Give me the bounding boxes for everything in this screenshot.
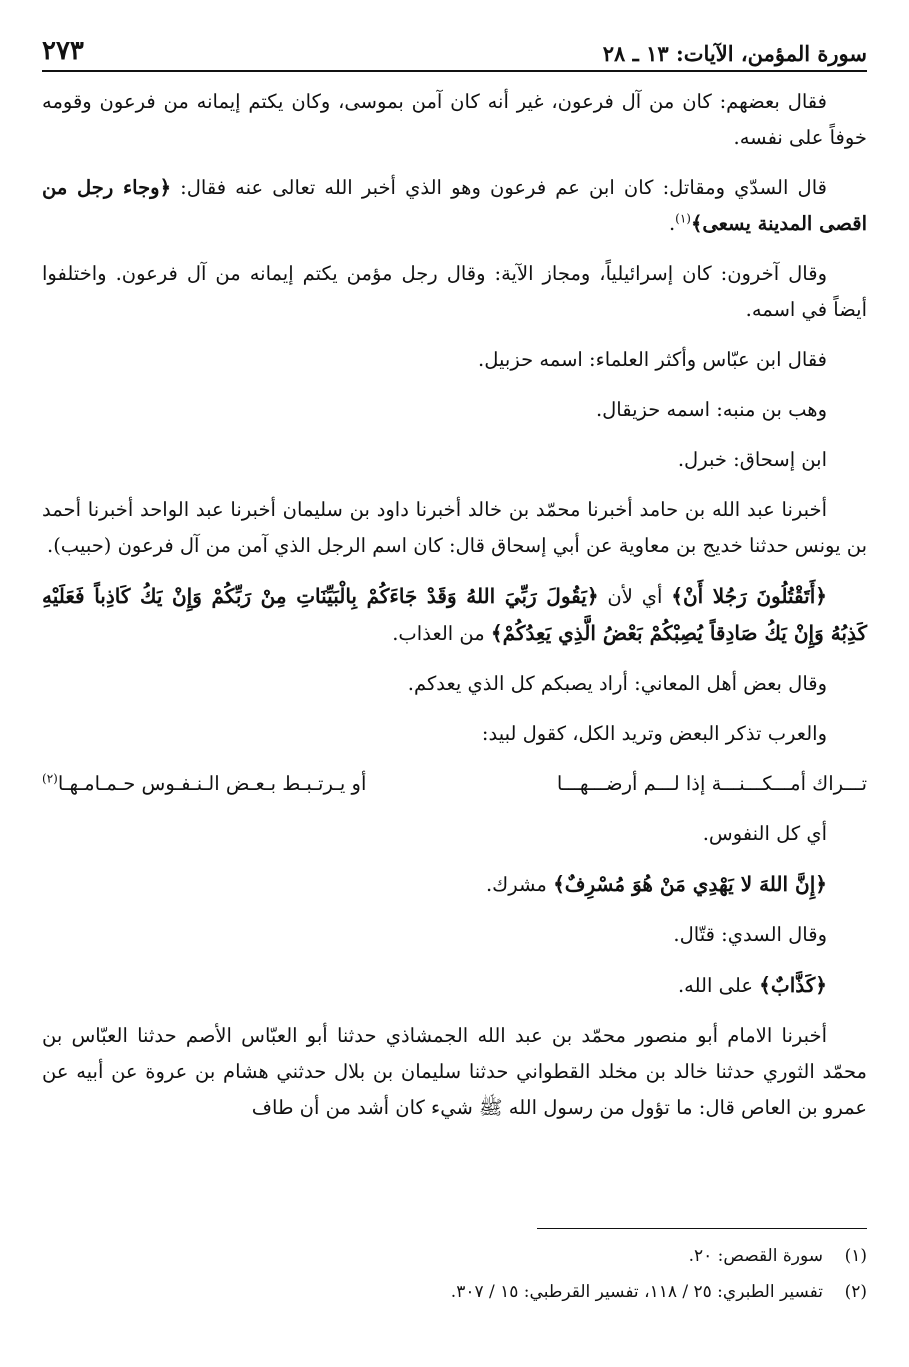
main-text [42, 84, 867, 1140]
header-rule [42, 70, 867, 72]
punctuation: . [668, 212, 676, 235]
quran-quote: ﴿كَذَّابٌ﴾ [759, 973, 827, 997]
paragraph [42, 578, 867, 652]
footnote [42, 1238, 867, 1274]
paragraph: فقال ابن عبّاس وأكثر العلماء: اسمه حزبيل. [478, 348, 827, 371]
footnote-number: (٢) [844, 1282, 867, 1302]
quran-quote: ﴿أَتَقْتُلُونَ رَجُلا أَنْ﴾ [671, 584, 827, 608]
paragraph-text: أي لأن [607, 585, 663, 608]
paragraph [42, 967, 867, 1004]
paragraph: أخبرنا عبد الله بن حامد أخبرنا محمّد بن خالد أخبرنا داود بن سليمان أخبرنا عبد الواحد أخبرنا أحمد بن يونس حدثنا خديج بن معاوية عن أبي إسحاق قال: كان اسم الرجل الذي آمن من آل فرعون (حبيب). [42, 498, 867, 557]
paragraph: وقال بعض أهل المعاني: أراد يصبكم كل الذي يعدكم. [407, 672, 827, 695]
paragraph: وقال السدي: قتّال. [673, 923, 827, 946]
paragraph: أي كل النفوس. [702, 822, 827, 845]
quran-quote: ﴿وجاء رجل من اقصى المدينة يسعى﴾ [42, 176, 867, 235]
paragraph: ابن إسحاق: خبرل. [677, 448, 827, 471]
quran-quote: ﴿يَقُولَ رَبِّيَ اللهُ وَقَدْ جَاءَكُمْ بِالْبَيِّنَاتِ مِنْ رَبِّكُمْ وَإِنْ يَكُ كَاذِباً فَعَلَيْهِ كَذِبُهُ وَإِنْ يَكُ صَادِقاً يُصِبْكُمْ بَعْضُ الَّذِي يَعِدُكُمْ﴾ [42, 584, 867, 645]
footnote-text: تفسير الطبري: ٢٥ / ١١٨، تفسير القرطبي: ١٥ / ٣٠٧. [450, 1282, 823, 1302]
poetry-verse [42, 766, 867, 802]
verse-hemistich-second [42, 766, 366, 802]
verse-text: أو يـرتـبـط بـعـض الـنـفـوس حـمـامـهـا [57, 772, 367, 795]
paragraph-text: قال السدّي ومقاتل: كان ابن عم فرعون وهو الذي أخبر الله تعالى عنه فقال: [180, 176, 827, 199]
paragraph-text: من العذاب. [392, 622, 485, 645]
paragraph [42, 170, 867, 242]
footnote-rule [537, 1228, 867, 1229]
footnote-ref: (٢) [42, 771, 58, 786]
running-head [42, 22, 867, 66]
footnotes [42, 1238, 867, 1310]
page-number: ٢٧٣ [42, 36, 84, 66]
footnote-number: (١) [844, 1246, 867, 1266]
footnote-ref: (١) [675, 211, 691, 226]
paragraph-text: على الله. [677, 974, 753, 997]
paragraph-text: مشرك. [485, 873, 547, 896]
footnote [42, 1274, 867, 1310]
footnote-text: سورة القصص: ٢٠. [688, 1246, 823, 1266]
paragraph: والعرب تذكر البعض وتريد الكل، كقول لبيد: [481, 722, 827, 745]
paragraph: وقال آخرون: كان إسرائيلياً، ومجاز الآية: وقال رجل مؤمن يكتم إيمانه من آل فرعون. واختلفوا أيضاً في اسمه. [42, 262, 867, 321]
running-title: سورة المؤمن، الآيات: ١٣ ـ ٢٨ [602, 41, 867, 66]
quran-quote: ﴿إِنَّ اللهَ لا يَهْدِي مَنْ هُوَ مُسْرِفٌ﴾ [553, 872, 827, 896]
verse-hemistich-first: تـــراك أمـــكـــنـــة إذا لـــم أرضـــهـــا [556, 772, 867, 795]
paragraph [42, 866, 867, 903]
paragraph: أخبرنا الامام أبو منصور محمّد بن عبد الله الجمشاذي حدثنا أبو العبّاس الأصم حدثنا العبّاس بن محمّد الثوري حدثنا خالد بن مخلد القطواني حدثنا سليمان بن بلال حدثني هشام بن عروة عن أبيه عن عمرو بن العاص قال: ما تؤول من رسول الله ﷺ شيء كان أشد من أن طاف [42, 1024, 867, 1119]
paragraph: وهب بن منبه: اسمه حزيقال. [595, 398, 827, 421]
paragraph: فقال بعضهم: كان من آل فرعون، غير أنه كان آمن بموسى، وكان يكتم إيمانه من فرعون وقومه خوفاً على نفسه. [42, 90, 867, 149]
